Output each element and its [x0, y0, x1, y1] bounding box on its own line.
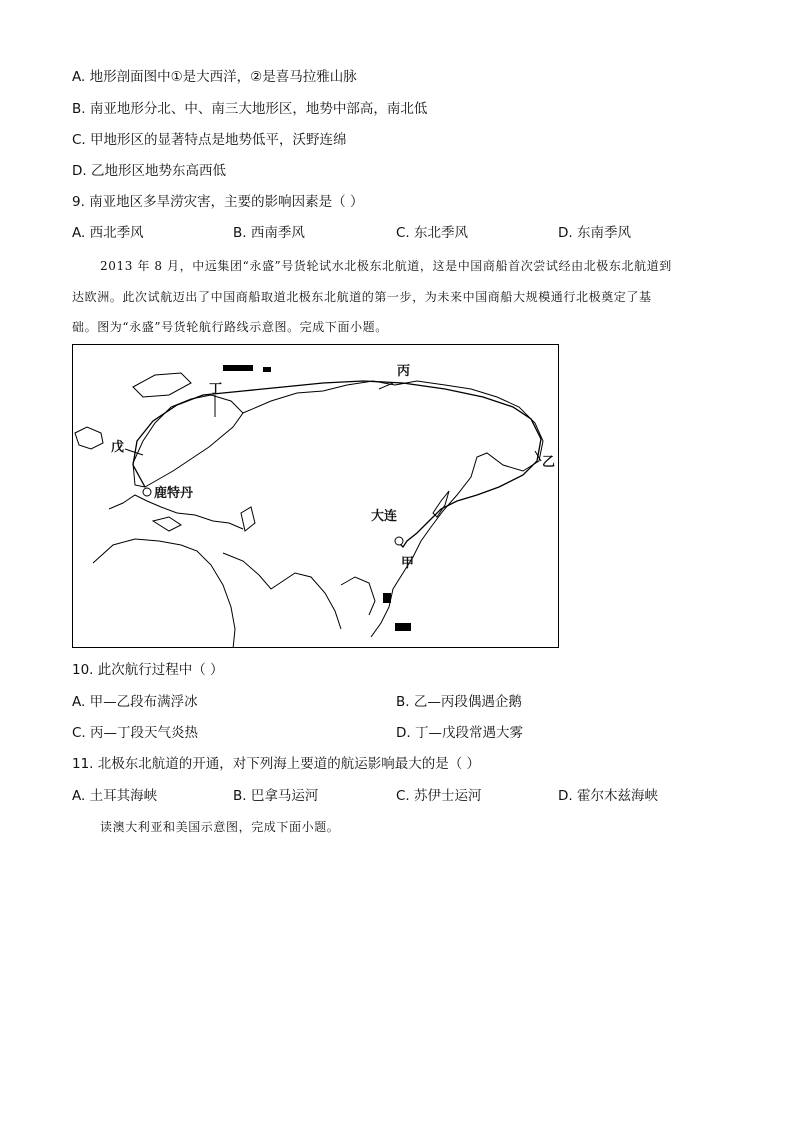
passage2-line1: 读澳大利亚和美国示意图，完成下面小题。 — [100, 820, 340, 834]
scandinavia-shape — [133, 395, 243, 487]
q8-option-c: C. 甲地形区的显著特点是地势低平，沃野连绵 — [72, 132, 347, 148]
q10-option-b: B. 乙—丙段偶遇企鹅 — [396, 694, 522, 710]
arctic-island-2 — [263, 367, 271, 372]
q8-option-d: D. 乙地形区地势东高西低 — [72, 163, 226, 179]
q10-stem: 10. 此次航行过程中（ ） — [72, 662, 224, 678]
shipping-route — [133, 381, 541, 547]
label-jia: 甲 — [401, 556, 415, 571]
q11-option-c: C. 苏伊士运河 — [396, 788, 482, 804]
route-map-drawing — [73, 345, 559, 648]
q10-option-a: A. 甲—乙段布满浮冰 — [72, 694, 198, 710]
island-philippines — [383, 593, 391, 603]
arctic-island-1 — [223, 365, 253, 371]
q9-option-a: A. 西北季风 — [72, 225, 144, 241]
q10-option-c: C. 丙—丁段天气炎热 — [72, 725, 199, 741]
q11-option-d: D. 霍尔木兹海峡 — [558, 788, 658, 804]
iceland-shape — [75, 427, 103, 449]
rotterdam-marker — [143, 488, 151, 496]
route-map — [72, 344, 559, 648]
q9-option-b: B. 西南季风 — [233, 225, 305, 241]
q8-option-b: B. 南亚地形分北、中、南三大地形区，地势中部高，南北低 — [72, 101, 428, 117]
bing-pointer — [379, 383, 393, 389]
passage1-line3: 础。图为“永盛”号货轮航行路线示意图。完成下面小题。 — [72, 320, 388, 334]
caspian-shape — [241, 507, 255, 531]
label-yi: 乙 — [542, 455, 556, 470]
q11-option-a: A. 土耳其海峡 — [72, 788, 158, 804]
island-indonesia — [395, 623, 411, 631]
southeast-asia-coast — [341, 577, 375, 615]
label-ding: 丁 — [209, 382, 223, 397]
q9-option-d: D. 东南季风 — [558, 225, 631, 241]
q10-option-d: D. 丁—戊段常遇大雾 — [396, 725, 523, 741]
q9-option-c: C. 东北季风 — [396, 225, 469, 241]
passage1-line1: 2013 年 8 月，中远集团“永盛”号货轮试水北极东北航道，这是中国商船首次尝试经由北极东北航道到 — [100, 259, 672, 273]
q11-stem: 11. 北极东北航道的开通，对下列海上要道的航运影响最大的是（ ） — [72, 756, 481, 772]
q11-option-b: B. 巴拿马运河 — [233, 788, 319, 804]
passage1-line2: 达欧洲。此次试航迈出了中国商船取道北极东北航道的第一步，为未来中国商船大规模通行北极奠定了基 — [72, 290, 652, 304]
label-bing: 丙 — [397, 364, 411, 379]
label-rotterdam: 鹿特丹 — [154, 486, 194, 501]
africa-coast — [93, 539, 235, 648]
wu-pointer — [125, 449, 143, 455]
q8-option-a: A. 地形剖面图中①是大西洋，②是喜马拉雅山脉 — [72, 69, 357, 85]
arabia-india-coast — [223, 553, 341, 629]
svalbard-shape — [133, 373, 191, 397]
italy-shape — [153, 517, 181, 531]
dalian-marker — [395, 537, 403, 545]
label-wu: 戊 — [111, 440, 125, 455]
label-dalian: 大连 — [371, 509, 398, 524]
q9-stem: 9. 南亚地区多旱涝灾害，主要的影响因素是（ ） — [72, 194, 364, 210]
